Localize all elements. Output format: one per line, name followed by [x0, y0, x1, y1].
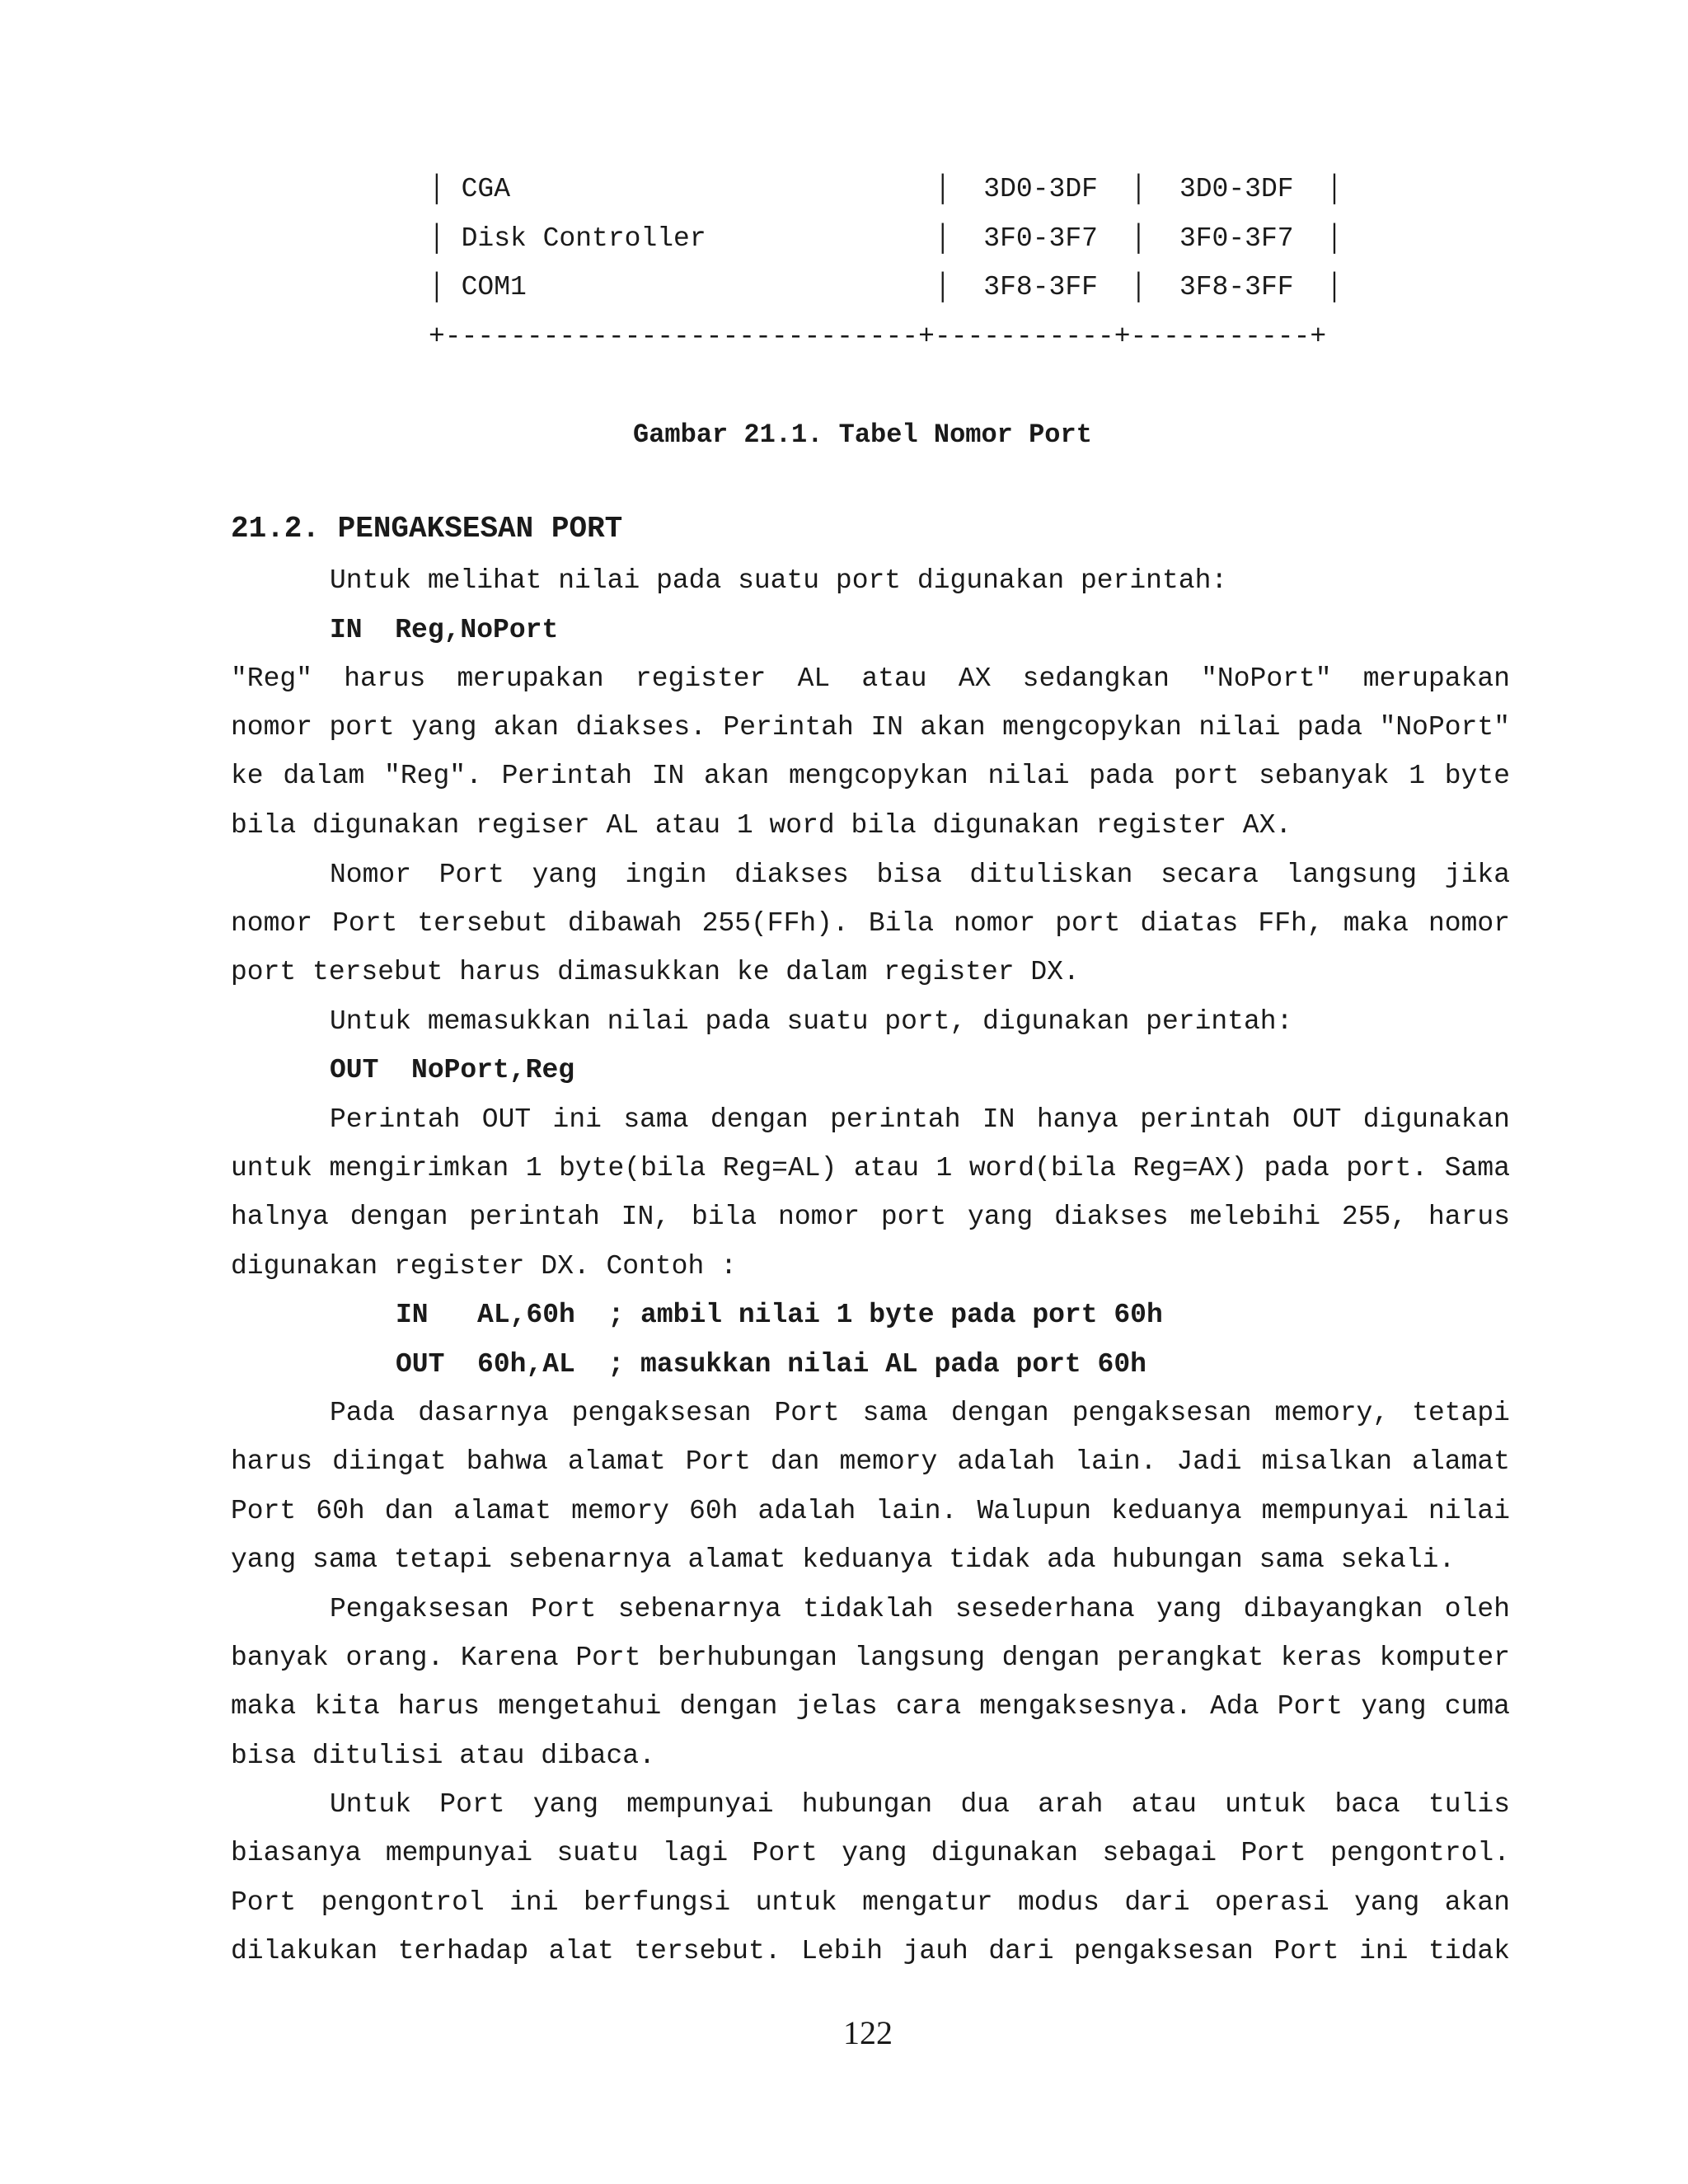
body-line: "Reg" harus merupakan register AL atau AX sedangkan "NoPort" merupakan: [231, 663, 1510, 694]
code-example-line: IN AL,60h ; ambil nilai 1 byte pada port 60h: [396, 1300, 1163, 1330]
code-line: OUT NoPort,Reg: [330, 1055, 575, 1085]
body-line: nomor port yang akan diakses. Perintah IN akan mengcopykan nilai pada "NoPort": [231, 712, 1510, 743]
body-line: Perintah OUT ini sama dengan perintah IN hanya perintah OUT digunakan: [330, 1104, 1510, 1135]
body-line: bila digunakan regiser AL atau 1 word bila digunakan register AX.: [231, 810, 1292, 841]
figure-caption: Gambar 21.1. Tabel Nomor Port: [633, 419, 1092, 450]
body-line: yang sama tetapi sebenarnya alamat keduanya tidak ada hubungan sama sekali.: [231, 1544, 1456, 1575]
body-line: banyak orang. Karena Port berhubungan langsung dengan perangkat keras komputer: [231, 1643, 1510, 1673]
body-line: maka kita harus mengetahui dengan jelas cara mengaksesnya. Ada Port yang cuma: [231, 1691, 1510, 1722]
section-heading: 21.2. PENGAKSESAN PORT: [231, 512, 623, 546]
table-border-bottom: +-----------------------------+-----------+-----------+: [429, 321, 1327, 352]
body-line: halnya dengan perintah IN, bila nomor port yang diakses melebihi 255, harus: [231, 1202, 1510, 1232]
page-number: 122: [843, 2014, 893, 2051]
table-row-cga: │ CGA │ 3D0-3DF │ 3D0-3DF │: [429, 174, 1343, 204]
body-line: bisa ditulisi atau dibaca.: [231, 1741, 655, 1771]
body-line: untuk mengirimkan 1 byte(bila Reg=AL) atau 1 word(bila Reg=AX) pada port. Sama: [231, 1153, 1510, 1183]
body-line: Pada dasarnya pengaksesan Port sama dengan pengaksesan memory, tetapi: [330, 1398, 1510, 1428]
code-line: IN Reg,NoPort: [330, 615, 559, 645]
table-row-disk-controller: │ Disk Controller │ 3F0-3F7 │ 3F0-3F7 │: [429, 223, 1343, 254]
body-line: Untuk memasukkan nilai pada suatu port, digunakan perintah:: [330, 1006, 1293, 1037]
body-line: Port pengontrol ini berfungsi untuk mengatur modus dari operasi yang akan: [231, 1887, 1510, 1918]
body-line: digunakan register DX. Contoh :: [231, 1251, 737, 1282]
body-line: harus diingat bahwa alamat Port dan memory adalah lain. Jadi misalkan alamat: [231, 1446, 1510, 1477]
body-line: port tersebut harus dimasukkan ke dalam register DX.: [231, 957, 1080, 987]
body-line: Port 60h dan alamat memory 60h adalah lain. Walupun keduanya mempunyai nilai: [231, 1496, 1510, 1526]
table-row-com1: │ COM1 │ 3F8-3FF │ 3F8-3FF │: [429, 272, 1343, 302]
body-line: Nomor Port yang ingin diakses bisa dituliskan secara langsung jika: [330, 860, 1510, 890]
code-example-line: OUT 60h,AL ; masukkan nilai AL pada port 60h: [396, 1349, 1146, 1380]
body-line: Pengaksesan Port sebenarnya tidaklah sesederhana yang dibayangkan oleh: [330, 1594, 1510, 1624]
body-line: nomor Port tersebut dibawah 255(FFh). Bila nomor port diatas FFh, maka nomor: [231, 908, 1510, 939]
body-line: biasanya mempunyai suatu lagi Port yang digunakan sebagai Port pengontrol.: [231, 1838, 1510, 1868]
body-line: ke dalam "Reg". Perintah IN akan mengcopykan nilai pada port sebanyak 1 byte: [231, 761, 1510, 791]
body-line: Untuk Port yang mempunyai hubungan dua arah atau untuk baca tulis: [330, 1789, 1510, 1820]
body-line: dilakukan terhadap alat tersebut. Lebih jauh dari pengaksesan Port ini tidak: [231, 1936, 1510, 1966]
body-line: Untuk melihat nilai pada suatu port digunakan perintah:: [330, 565, 1228, 596]
